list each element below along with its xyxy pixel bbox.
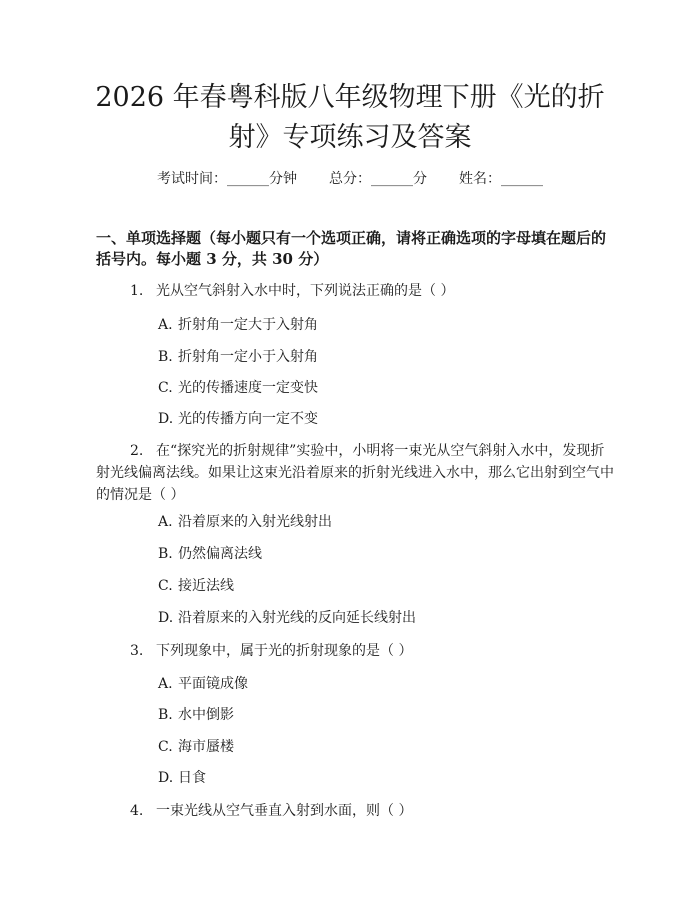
- option-letter: B.: [158, 707, 173, 723]
- option-letter: D.: [158, 770, 174, 786]
- option-text: 折射角一定小于入射角: [178, 349, 318, 365]
- question-text: 一束光线从空气垂直入射到水面，则（ ）: [156, 803, 413, 819]
- total-score-field: 总分：______分: [329, 171, 427, 187]
- option-letter: C.: [158, 739, 173, 755]
- option-letter: A.: [158, 514, 173, 530]
- question-2-option-d: [158, 608, 416, 628]
- question-4: [96, 800, 616, 822]
- option-text: 折射角一定大于入射角: [178, 317, 318, 333]
- question-1-option-d: [158, 409, 318, 429]
- option-letter: B.: [158, 349, 173, 365]
- question-3-option-a: [158, 674, 248, 694]
- option-letter: C.: [158, 578, 173, 594]
- question-number: 2.: [130, 443, 144, 459]
- question-number: 1.: [130, 283, 144, 299]
- option-letter: D.: [158, 610, 174, 626]
- option-text: 海市蜃楼: [178, 739, 234, 755]
- title-line-1: 2026 年春粤科版八年级物理下册《光的折: [95, 82, 605, 113]
- question-2: [96, 440, 616, 506]
- question-3-option-d: [158, 768, 206, 788]
- option-text: 沿着原来的入射光线的反向延长线射出: [178, 610, 416, 626]
- option-letter: C.: [158, 380, 173, 396]
- option-letter: A.: [158, 317, 173, 333]
- page-title: [0, 78, 700, 158]
- question-text: 在“探究光的折射规律”实验中，小明将一束光从空气斜射入水中，发现折射光线偏离法线。如果让这束光沿着原来的折射光线进入水中，那么它出射到空气中的情况是（ ）: [96, 443, 614, 503]
- question-2-option-b: [158, 544, 262, 564]
- option-text: 水中倒影: [178, 707, 234, 723]
- question-number: 3.: [130, 643, 144, 659]
- question-2-option-a: [158, 512, 332, 532]
- exam-meta: [0, 168, 700, 188]
- option-text: 仍然偏离法线: [178, 546, 262, 562]
- question-1-option-c: [158, 378, 318, 398]
- question-text: 光从空气斜射入水中时，下列说法正确的是（ ）: [156, 283, 455, 299]
- option-text: 接近法线: [178, 578, 234, 594]
- question-number: 4.: [130, 803, 144, 819]
- exam-time-field: 考试时间：______分钟: [157, 171, 297, 187]
- option-text: 光的传播速度一定变快: [178, 380, 318, 396]
- section-heading: 一、单项选择题（每小题只有一个选项正确，请将正确选项的字母填在题后的括号内。每小题 3 分，共 30 分）: [96, 229, 607, 268]
- question-1: [96, 280, 616, 302]
- question-1-option-a: [158, 315, 318, 335]
- title-line-2: 射》专项练习及答案: [228, 122, 472, 153]
- student-name-field: 姓名：______: [459, 171, 543, 187]
- option-text: 日食: [178, 770, 206, 786]
- question-2-option-c: [158, 576, 234, 596]
- option-text: 平面镜成像: [178, 676, 248, 692]
- option-letter: A.: [158, 676, 173, 692]
- question-1-option-b: [158, 347, 318, 367]
- option-letter: D.: [158, 411, 174, 427]
- question-text: 下列现象中，属于光的折射现象的是（ ）: [156, 643, 413, 659]
- option-letter: B.: [158, 546, 173, 562]
- question-3-option-c: [158, 737, 234, 757]
- question-3-option-b: [158, 705, 234, 725]
- question-3: [96, 640, 616, 662]
- option-text: 沿着原来的入射光线射出: [178, 514, 332, 530]
- option-text: 光的传播方向一定不变: [178, 411, 318, 427]
